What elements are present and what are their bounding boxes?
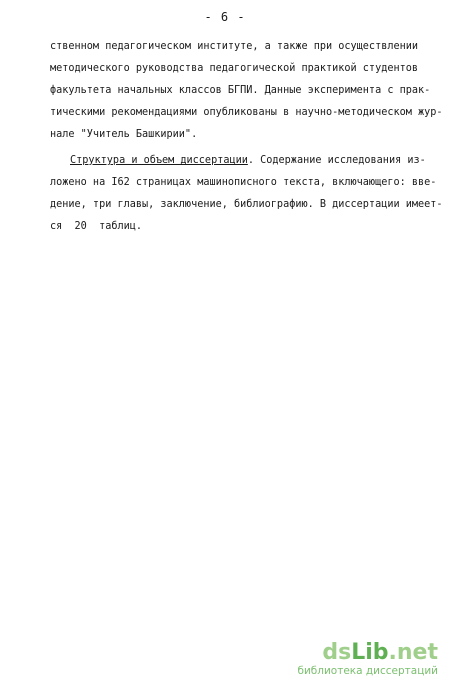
paragraph-1-line-5: нале "Учитель Башкирии". — [50, 129, 198, 140]
paragraph-2-line-1-rest: . Содержание исследования из- — [247, 155, 426, 166]
paragraph-1-line-2: методического руководства педагогической практикой студентов — [50, 63, 419, 74]
watermark-logo-ds: ds — [322, 640, 352, 665]
paragraph-2-line-2: ложено на I62 страницах машинописного текста, включающего: вве- — [50, 177, 437, 188]
paragraph-2-line-1 — [70, 154, 426, 168]
paragraph-1-line-4: тическими рекомендациями опубликованы в научно-методическом жур- — [50, 107, 443, 118]
section-heading: Структура и объем диссертации — [70, 155, 248, 166]
paragraph-2-line-4: ся 20 таблиц. — [50, 221, 143, 232]
page-number: - 6 - — [204, 10, 246, 24]
watermark-subtitle: библиотека диссертаций — [297, 665, 438, 677]
watermark-logo-net: .net — [388, 640, 438, 665]
paragraph-1-line-1: ственном педагогическом институте, а также при осуществлении — [50, 41, 419, 52]
watermark — [297, 641, 438, 678]
watermark-logo-lib: Lib — [351, 640, 389, 665]
paragraph-1-line-3: факультета начальных классов БГПИ. Данные эксперимента с прак- — [50, 85, 431, 96]
paragraph-2-line-3: дение, три главы, заключение, библиографию. В диссертации имеет- — [50, 199, 443, 210]
watermark-logo — [297, 641, 438, 665]
